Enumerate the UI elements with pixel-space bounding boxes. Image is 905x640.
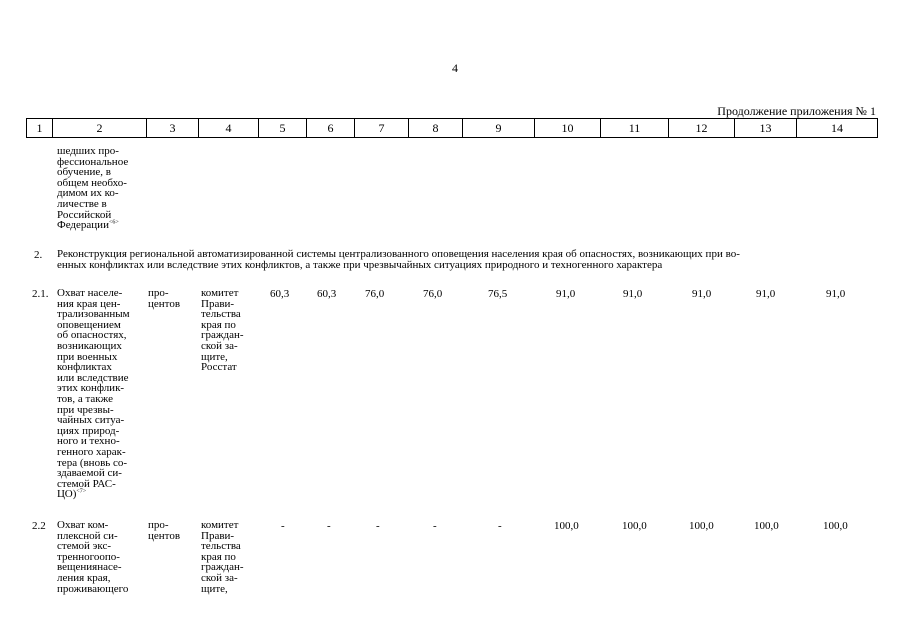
page-number: 4 — [452, 61, 458, 75]
column-header: 12 — [669, 119, 735, 138]
value-cell: 91,0 — [756, 288, 776, 300]
column-header: 4 — [199, 119, 259, 138]
section-title: Реконструкция региональной автоматизированной системы централизованного оповещения населения края об опасностях, возникающих при во- енных конфликтах или вследствие этих конфликтов, а также при чрезвычайных ситуациях природного и техногенного характера — [57, 248, 740, 271]
column-header: 2 — [53, 119, 147, 138]
column-header: 3 — [147, 119, 199, 138]
row-number: 2.1. — [32, 288, 49, 300]
value-cell: 76,0 — [423, 288, 443, 300]
responsible-text: комитет Прави- тельства края по граждан- ской за- щите, Росстат — [201, 287, 244, 374]
value-cell: - — [498, 520, 502, 532]
unit-text: про- центов — [148, 287, 181, 310]
column-header: 7 — [355, 119, 409, 138]
value-cell: - — [281, 520, 285, 532]
value-cell: 91,0 — [556, 288, 576, 300]
carryover-indicator-text: шедших про- фессиональное обучение, в общем необхо- димом их ко- личестве в Российской Федерации$^{<6>}$ — [57, 145, 129, 232]
column-header-table — [26, 118, 878, 138]
value-cell: 100,0 — [554, 520, 579, 532]
footnote-ref: <7> — [76, 488, 87, 495]
column-header: 9 — [463, 119, 535, 138]
column-header: 10 — [535, 119, 601, 138]
value-cell: 91,0 — [623, 288, 643, 300]
value-cell: - — [376, 520, 380, 532]
value-cell: 76,0 — [365, 288, 385, 300]
value-cell: - — [433, 520, 437, 532]
value-cell: 91,0 — [826, 288, 846, 300]
indicator-text: Охват ком- плексной си- стемой экс- тренногоопо- вещениянасе- ления края, проживающего — [57, 519, 129, 595]
value-cell: 100,0 — [823, 520, 848, 532]
column-header: 5 — [259, 119, 307, 138]
value-cell: 100,0 — [689, 520, 714, 532]
value-cell: 100,0 — [754, 520, 779, 532]
unit-text: про- центов — [148, 519, 181, 542]
value-cell: 100,0 — [622, 520, 647, 532]
value-cell: 91,0 — [692, 288, 712, 300]
column-header: 6 — [307, 119, 355, 138]
value-cell: 60,3 — [317, 288, 337, 300]
continuation-label: Продолжение приложения № 1 — [717, 104, 876, 118]
row-number: 2.2 — [32, 520, 46, 532]
section-number: 2. — [34, 249, 43, 261]
column-header: 14 — [797, 119, 878, 138]
column-header: 1 — [27, 119, 53, 138]
header-row — [27, 119, 878, 138]
indicator-text: Охват населе- ния края цен- трализованным оповещением об опасностях, возникающих при военных конфликтах или вследствие этих конфлик- тов, а также при чрезвы- чайных ситуа- циях природ- ного и техно- генного харак- тера (вновь со- здаваемой си- стемой РАС- ЦО)$^{<7>}$ — [57, 287, 130, 501]
column-header: 8 — [409, 119, 463, 138]
footnote-ref: <6> — [108, 219, 119, 226]
value-cell: 76,5 — [488, 288, 508, 300]
value-cell: - — [327, 520, 331, 532]
value-cell: 60,3 — [270, 288, 290, 300]
responsible-text: комитет Прави- тельства края по граждан- ской за- щите, — [201, 519, 244, 595]
column-header: 13 — [735, 119, 797, 138]
column-header: 11 — [601, 119, 669, 138]
